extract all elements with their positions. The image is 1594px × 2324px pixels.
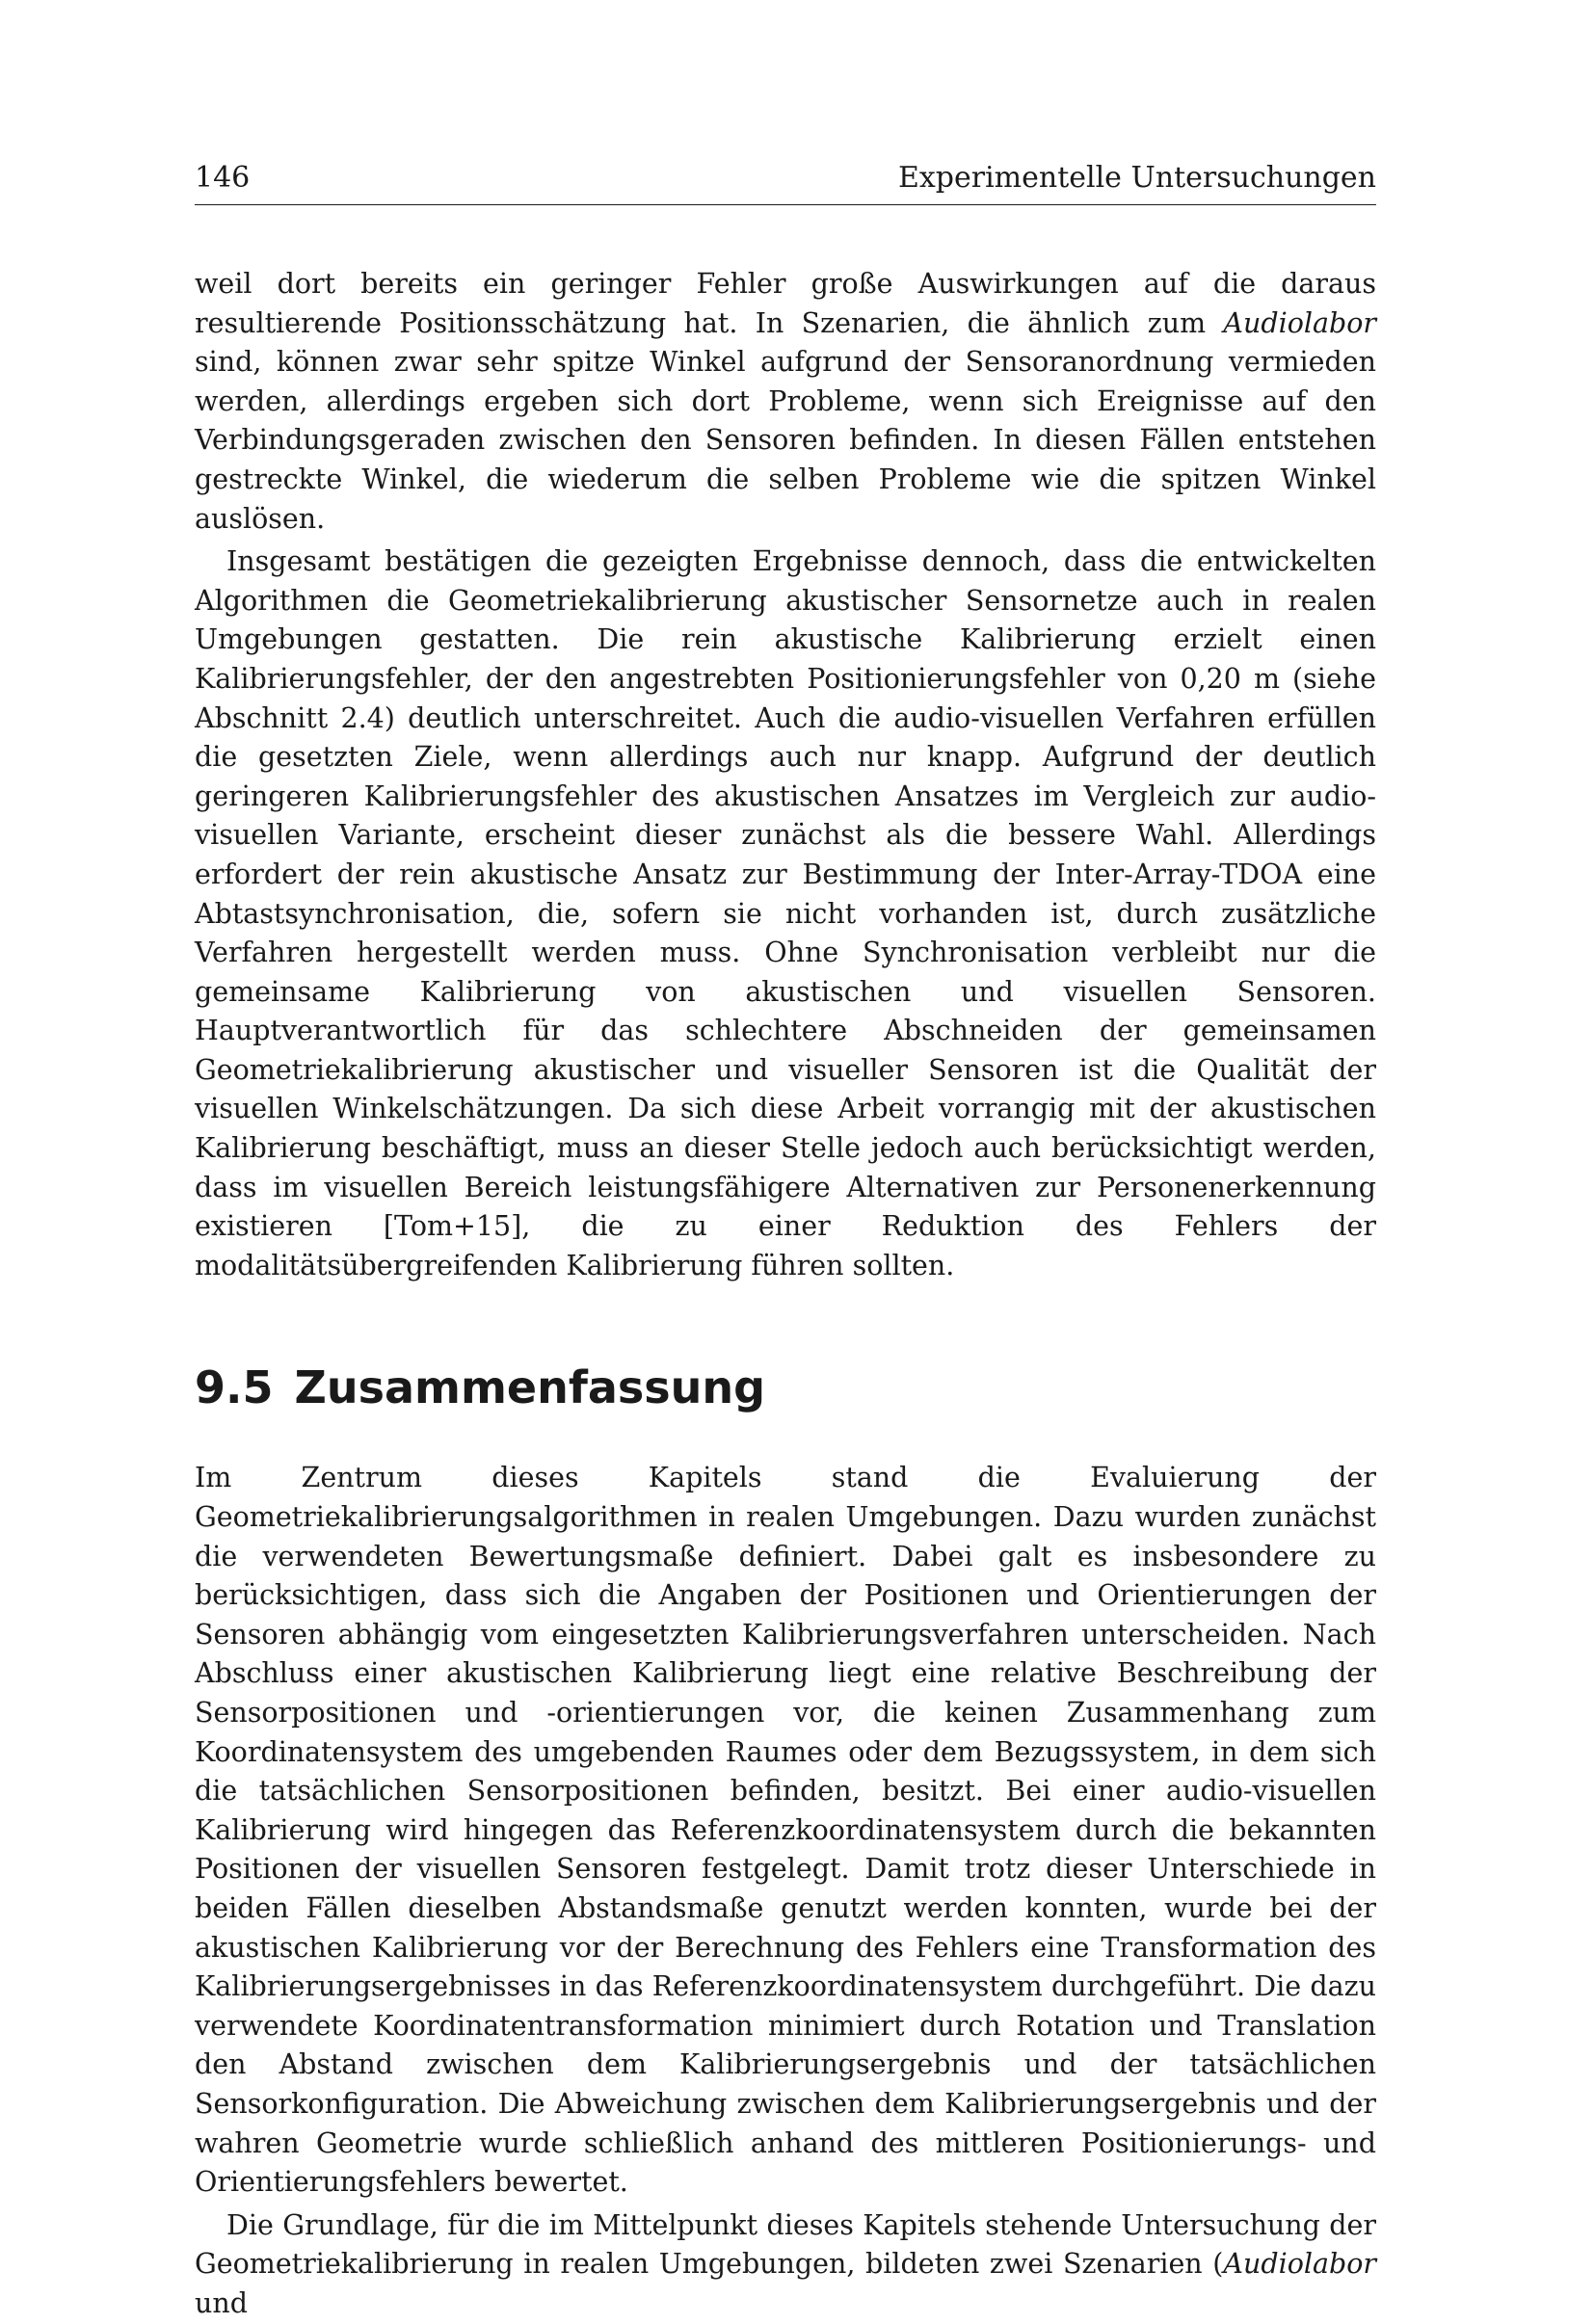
body-text (195, 265, 1376, 2324)
italic-term: Audiolabor (1223, 306, 1376, 339)
running-header (195, 160, 1376, 205)
page-number: 146 (195, 161, 251, 195)
section-title: Zusammenfassung (294, 1361, 766, 1414)
paragraph (195, 265, 1376, 539)
paragraph: Insgesamt bestätigen die gezeigten Ergebnisse dennoch, dass die entwickelten Algorithmen die Geometriekalibrierung akustischer Sensornetze auch in realen Umgebungen gestatten. Die rein akustische Kalibrierung erzielt einen Kalibrierungsfehler, der den angestrebten Positionierungsfehler von 0,20 m (siehe Abschnitt 2.4) deutlich unterschreitet. Auch die audio-visuellen Verfahren erfüllen die gesetzten Ziele, wenn allerdings auch nur knapp. Aufgrund der deutlich geringeren Kalibrierungsfehler des akustischen Ansatzes im Vergleich zur audio-visuellen Variante, erscheint dieser zunächst als die bessere Wahl. Allerdings erfordert der rein akustische Ansatz zur Bestimmung der Inter-Array-TDOA eine Abtastsynchronisation, die, sofern sie nicht vorhanden ist, durch zusätzliche Verfahren hergestellt werden muss. Ohne Synchronisation verbleibt nur die gemeinsame Kalibrierung von akustischen und visuellen Sensoren. Hauptverantwortlich für das schlechtere Abschneiden der gemeinsamen Geometriekalibrierung akustischer und visueller Sensoren ist die Qualität der visuellen Winkelschätzungen. Da sich diese Arbeit vorrangig mit der akustischen Kalibrierung beschäftigt, muss an dieser Stelle jedoch auch berücksichtigt werden, dass im visuellen Bereich leistungsfähigere Alternativen zur Personenerkennung existieren [Tom+15], die zu einer Reduktion des Fehlers der modalitätsübergreifenden Kalibrierung führen sollten. (195, 545, 1376, 1281)
chapter-title: Experimentelle Untersuchungen (897, 161, 1376, 195)
text-run: Die Grundlage, für die im Mittelpunkt dieses Kapitels stehende Untersuchung der Geometriekalibrierung in realen Umgebungen, bildeten zwei Szenarien ( (195, 2208, 1376, 2281)
italic-term: Audiolabor (1223, 2248, 1376, 2281)
section-number: 9.5 (195, 1361, 274, 1414)
text-run: weil dort bereits ein geringer Fehler große Auswirkungen auf die daraus resultierende Positionsschätzung hat. In Szenarien, die ähnlich zum (195, 268, 1376, 339)
document-page (195, 160, 1376, 2324)
section-heading (195, 1360, 1376, 1414)
text-run: sind, können zwar sehr spitze Winkel aufgrund der Sensoranordnung vermieden werden, allerdings ergeben sich dort Probleme, wenn sich Ereignisse auf den Verbindungsgeraden zwischen den Sensoren befinden. In diesen Fällen entstehen gestreckte Winkel, die wiederum die selben Probleme wie die spitzen Winkel auslösen. (195, 346, 1376, 535)
paragraph (195, 2206, 1376, 2324)
text-run: und (195, 2286, 248, 2319)
paragraph: Im Zentrum dieses Kapitels stand die Evaluierung der Geometriekalibrierungsalgorithmen in realen Umgebungen. Dazu wurden zunächst die verwendeten Bewertungsmaße definiert. Dabei galt es insbesondere zu berücksichtigen, dass sich die Angaben der Positionen und Orientierungen der Sensoren abhängig vom eingesetzten Kalibrierungsverfahren unterscheiden. Nach Abschluss einer akustischen Kalibrierung liegt eine relative Beschreibung der Sensorpositionen und -orientierungen vor, die keinen Zusammenhang zum Koordinatensystem des umgebenden Raumes oder dem Bezugssystem, in dem sich die tatsächlichen Sensorpositionen befinden, besitzt. Bei einer audio-visuellen Kalibrierung wird hingegen das Referenzkoordinatensystem durch die bekannten Positionen der visuellen Sensoren festgelegt. Damit trotz dieser Unterschiede in beiden Fällen dieselben Abstandsmaße genutzt werden konnten, wurde bei der akustischen Kalibrierung vor der Berechnung des Fehlers eine Transformation des Kalibrierungsergebnisses in das Referenzkoordinatensystem durchgeführt. Die dazu verwendete Koordinatentransformation minimiert durch Rotation und Translation den Abstand zwischen dem Kalibrierungsergebnis und der tatsächlichen Sensorkonfiguration. Die Abweichung zwischen dem Kalibrierungsergebnis und der wahren Geometrie wurde schließlich anhand des mittleren Positionierungs- und Orientierungsfehlers bewertet. (195, 1462, 1376, 2199)
